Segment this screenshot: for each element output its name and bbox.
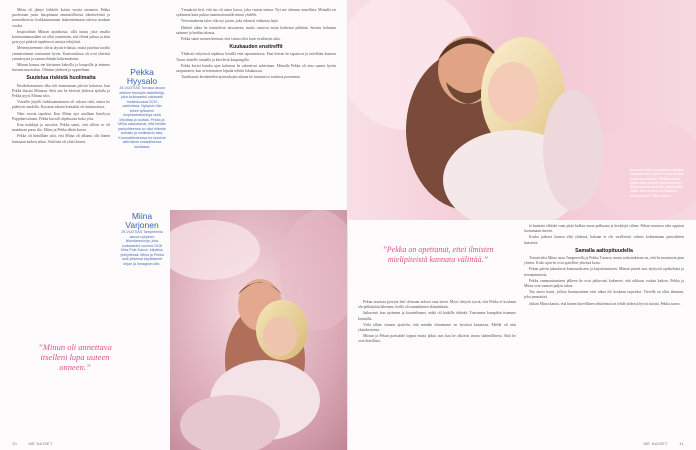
photo-graphic [170, 210, 348, 450]
folio-right [644, 441, 684, 446]
paragraph: Miina oli jäänyt leikkele koiine vuotta aiemmin. Pekka puolestaan juoni lauspimaan ammattillisesta identiteetistä ja uranvaihtoista loukkaantumaan laukentenmaan tulessa maahan vuoksi. [12, 8, 110, 28]
paragraph: Ymmärsin heti, että tuo oli ainoa kasvo, joka vastasi minua. Nyt me olemme onnellisia. Miinalla on sydämeni kuin puhuu tuntemattomalle minut yhdelle. [176, 8, 336, 18]
paragraph: Tuntikausia kestäneiden ajomatkojen aikana he tutustuivat toisiinsa paremmin. [181, 75, 301, 80]
paragraph: Miinan ja Pekan parisuhde loppui mutta jatkui taas kun he alkoivat tavata säännöllisesti. Siitä he ovat kiitollisia. [358, 334, 516, 344]
page-number: 11 [679, 441, 684, 446]
paragraph: Näin vuosia tapahtui. Kun Miina ajoi auollaan kävelyyn Pappilanvainaan, Pekka kuvaili ohjelmasta koko yöta. [12, 111, 110, 121]
paragraph: Pekka oli hämillään siitä, että Miina oli alkanut olla hänen kanssaan kaiken aikaa. Siitä hän oli yhtä iloinen. [12, 134, 110, 144]
paragraph: Pekka kertoi kuinka ajan kuluessa he rakentivat suhteitaan. Miinalle Pekka oli aina saanut hyvän saapumisen, kun avioitumisen lopulta tehtiin lokakuussa. [176, 63, 336, 74]
left-column-1 [12, 8, 110, 146]
bio-miina [118, 212, 166, 266]
bio-text: 29-VUOTIAS Tampereella asuva nykyinen liikuntaneuvoja, joka loukkaantui vuonna 2018 Miss Pole Dance -kilpailun yhteydessä. Miina ja Pekka ovat yhdessä kirjoittaneet kirjan ja Instagram-tilin. [120, 230, 164, 266]
photo-couple-lying [170, 210, 348, 450]
folio-left [12, 441, 53, 446]
paragraph: Inspiroiduin Miinan ajatuksista, sillä tuntui jotta omalla kuntosanannaallani on ollut ymmärrän, että elämä jatkuu ja alan pystyyyt päiävät tapahtuvat uusista tekijöistä. [12, 29, 110, 45]
paragraph: Tuo ainoa kausi, jolloin huomasimme ettei aikaa ole koskaan tarpeeksi. Vierellä on ollut ihminen, joka ymmärtää. [524, 290, 684, 300]
paragraph: Kun makkeja ja suosiota, Pekka sanoi, että silloin se oli maailman paras ilta. Miina ja Pekka tähän kuvaa. [12, 123, 110, 133]
paragraph: Pekan päivät jakautuvat kuntoutukseen ja kirjoittamiseen. Miinan päivät taas täyttyvät opiskelusta ja treenaamisesta. [524, 267, 684, 277]
paragraph: Jatkuvasti kun ajoimme ja kuuntelimme, mikä oli kaikille tärkeää. Tunsimme kumpikin itsemme kunnolla. [358, 311, 516, 321]
paragraph: Miinan kanssa me kävimme kahvilla ja kaupoilla ja teimme huonon muotoilun. Olimme yhdessä ja oppiseltaan. [12, 63, 110, 73]
bio-name: Miina Varjonen [125, 211, 159, 230]
paragraph: Jatkan Miina kautta, että hänen kiireellinen tehtävänsä on tehdä yhdessä hyviä asioita, Pekka sanoo. [529, 301, 681, 306]
right-column-2 [524, 224, 684, 308]
paragraph: Toistaiseksi Miina asuu Tampereella ja Pekka Turussa, mutta tarkoituksena on, että he muuttavat pian yhteen. Koko ajan he ovat ajatelleet yhteistä kotia. [524, 256, 684, 266]
section-heading: Kuukauden ensitreffit [229, 44, 283, 51]
paragraph: Koska jatkuva kanssa elää yhdessä, kukaan ei ole virallisesti valmis kohtaamaan parisuhteen haasteita. [524, 235, 684, 245]
magazine-name: ME NAISET [643, 441, 668, 446]
bio-pekka [118, 68, 166, 149]
paragraph: Heiketi aikaa he totuttelivat taivaaseen, mutta tunsivat ensin hetkensä pähkinä. Suotiin halutaan saimme ja heidän talonsa. [176, 25, 336, 35]
left-column-3 [176, 8, 336, 81]
paragraph: Vetoomuksena tulee olla nyt jotain, joka oikeasti vaikuttaa lajin. [181, 19, 279, 24]
pull-quote-left: ”Minun oli annettava itselleni lupa uuteen onneen.” [38, 342, 112, 372]
magazine-name: ME NAISET [28, 441, 53, 446]
bio-name: Pekka Hyysalo [126, 67, 158, 86]
bio-text: 35-VUOTIAS Turussa asuva entinen freestyle-laskettelija, joka loukkaantui vakavasti maaliskuussa 2010 satelulissa. Nykyisin hän tekee työkseen inspiraatioluentoja sekä kirjoittaa ja tuottaa. Pekka ja Miina vakuuttavat, että heidän parisuhteensa on ollut elämän antoisin ja mullistavin asia. Koronatilanteessa he toimivat aktiivisesti sosiaalisessa mediassa. [118, 86, 166, 149]
paragraph: Vielä tähän vuonna ajattelin, että meidän elämämme on hyvässä kunnossa. Meillä oli niin yksinkertaista. [358, 322, 516, 333]
right-page [348, 0, 696, 450]
paragraph: Pekan seurassa pystyin heti olemaan aidosti oma itseni. Myös tietystä syistä, että Pekka ei koskaan ole pelkästään läheinen, heillä oli samanlainen elämänlaatu. [358, 300, 516, 310]
paragraph: Pekka sanoi monen kertaan, että vaimo olisi kuin virallisesti aika. [181, 37, 281, 42]
paragraph: Vieraille järjelli loukkaantuminen oli vakava riski, mutta he päättivät suudella. Koronan aikaan kontaktit oli minimoitava. [12, 100, 110, 110]
paragraph: Menestyneemme olivat täysin erilaisia, mutta juttelun tavalla ymmärrämme toisiamme hyvin. Kuntoutukssa oli ovat yhteistä ymmärrystä ja saman elämän kokemuksista. [12, 46, 110, 61]
pull-quote-right: ”Pekka on opettanut, ettei ilmisten mielipiteistä kannata välittää.” [382, 245, 494, 264]
paragraph: Pekka vammautumisen jälkeen he ovat jatkuvasti kokeneet, että rakkaus voittaa kaiken. Pekka ja Miina ovat saaneet paljon tukea. [524, 278, 684, 289]
photo-caption: Ensitreffinsäkin kuukauden kuluttua tapaamisesta lähtien Pekka tuli aina hakemaan Miinaa. ”Pekka saattoi jatkaa kättä heikon alaa tekemään, työtä sanoma kahdelle pidemmällä ajalla. Hän on aina tunnustanut tekemisensä”, Miina sanoo. [630, 168, 685, 198]
right-column-1 [358, 300, 516, 346]
section-heading: Samalla aaltopituudella [575, 247, 633, 254]
section-heading: Suutelua riskistä huolimatta [26, 75, 96, 82]
paragraph: tä kannata välittää vaan pitää kulkea omaa polkuaan ja keskittyä siihen. Pekan seurassa olen oppinut luottamaan itseeni. [524, 224, 684, 234]
page-number: 10 [12, 441, 18, 446]
paragraph: Ensikohtaamisen alku tuli muutamaan päivän kuluessa, kun Pekka ihastui Miinaan. Siitä asti he kävivät yhdessä ajelulla ja Pekka pyysi Miinaa ulos. [12, 83, 110, 99]
paragraph: Yhdessä erityisesti tapahtuu kesällä ensi tapaamisessa. Ensi kerran he tapasivat ja esitellään kunnon Turun alueelle rannalle ja kävelivät kaupungilla. [176, 52, 336, 62]
